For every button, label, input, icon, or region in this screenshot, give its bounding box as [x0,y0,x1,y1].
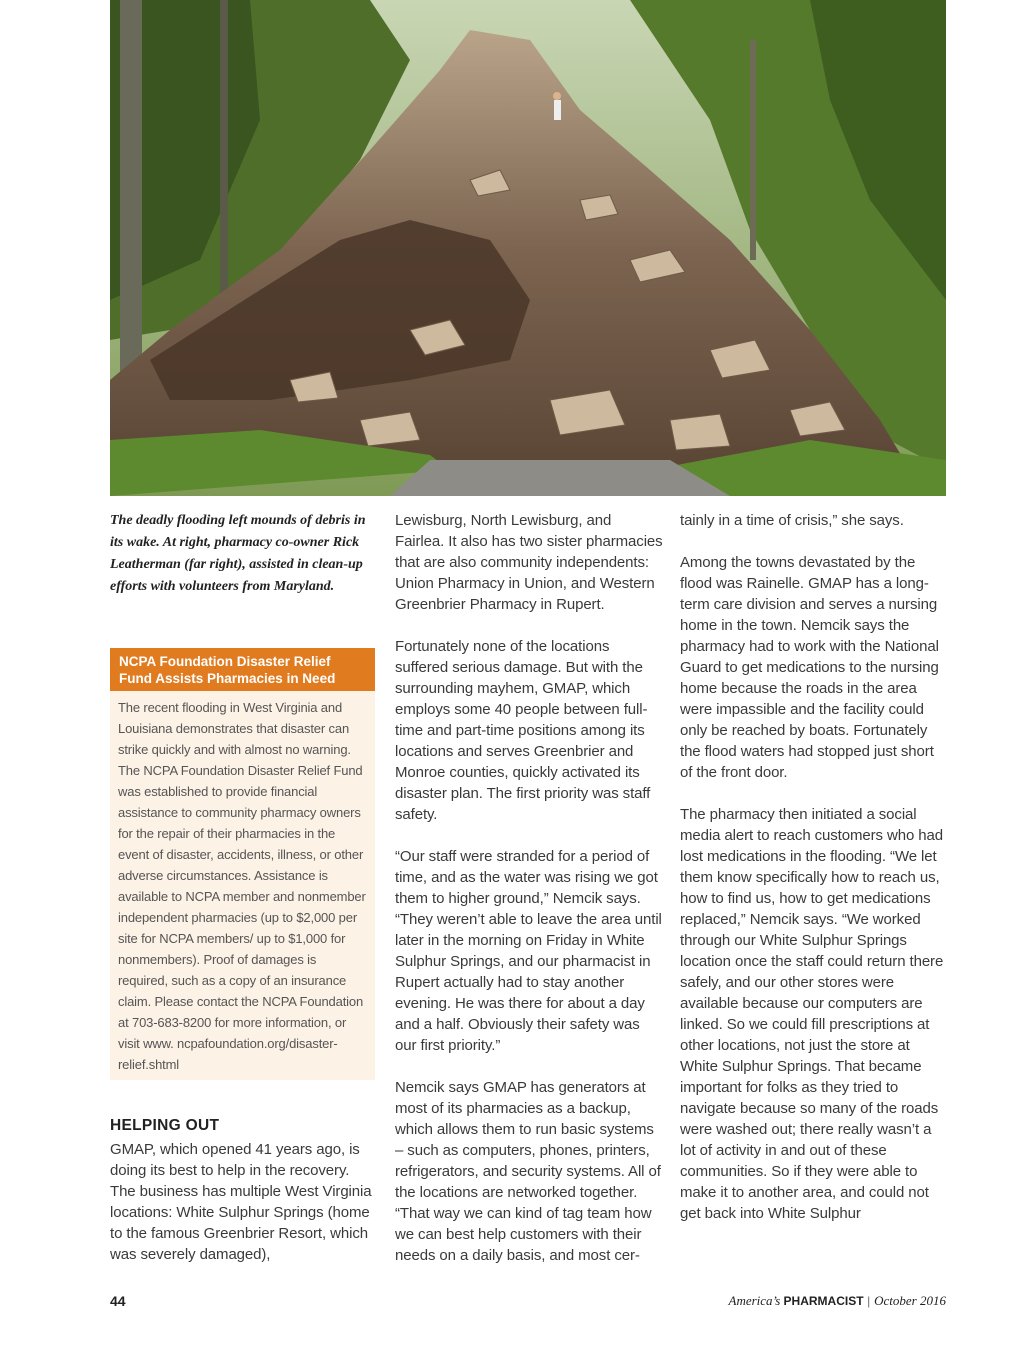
footer-separator: | [867,1293,871,1308]
magazine-name-a: America’s [728,1293,781,1308]
column-1 [110,1139,376,1265]
column-2-paragraph-3: “Our staff were stranded for a period of time, and as the water was rising we got them to higher ground,” Nemcik says. “They weren’t able to leave the area until later in the morning on Friday in White Sulphur Springs, and our pharmacist in Rupert actually had to stay another evening. He was there for about a day and a half. Obviously their safety was our first priority.” [395,848,662,1054]
section-heading: HELPING OUT [110,1117,220,1134]
magazine-name-b: PHARMACIST [783,1294,864,1308]
page-number: 44 [110,1293,126,1309]
photo-caption: The deadly flooding left mounds of debris in its wake. At right, pharmacy co-owner Rick Leatherman (far right), assisted in clean-up efforts with volunteers from Maryland. [110,513,366,594]
column-2-paragraph-1: Lewisburg, North Lewisburg, and Fairlea. It also has two sister pharmacies that are also community independents: Union Pharmacy in Union, and Western Greenbrier Pharmacy in Rupert. [395,512,663,613]
column-2-paragraph-4: Nemcik says GMAP has generators at most of its pharmacies as a backup, which allows them to run basic systems – such as computers, phones, printers, refrigerators, and security systems. All of the locations are networked together. “That way we can kind of tag team how we can best help customers with their needs on a daily basis, and most cer- [395,1079,661,1264]
column-3 [680,510,948,1224]
sidebar-title: NCPA Foundation Disaster Relief Fund Assists Pharmacies in Need [110,648,375,691]
running-footer [729,1293,946,1309]
column-3-paragraph-3: The pharmacy then initiated a social media alert to reach customers who had lost medications in the flooding. “We let them know specifically how to reach us, how to find us, how to get medications replaced,” Nemcik says. “We worked through our White Sulphur Springs location once the staff could return there safely, and our other stores were available because our computers are linked. So we could fill prescriptions at other locations, not just the store at White Sulphur Springs. That became important for folks as they tried to navigate because so many of the roads were washed out; there really wasn’t a lot of activity in and out of these communities. So if they were able to make it to another area, and could not get back into White Sulphur [680,806,944,1222]
column-3-paragraph-1: tainly in a time of crisis,” she says. [680,512,904,529]
sidebar-body: The recent flooding in West Virginia and Louisiana demonstrates that disaster can strike quickly and with almost no warning. The NCPA Foundation Disaster Relief Fund was established to provide financial assistance to community pharmacy owners for the repair of their pharmacies in the event of disaster, accidents, illness, or other adverse circumstances. Assistance is available to NCPA member and nonmember independent pharmacies (up to $2,000 per site for NCPA members/ up to $1,000 for nonmembers). Proof of damages is required, such as a copy of an insurance claim. Please contact the NCPA Foundation at 703-683-8200 for more information, or visit www. ncpafoundation.org/disaster-relief.shtml [118,700,366,1072]
column-1-paragraph: GMAP, which opened 41 years ago, is doing its best to help in the recovery. The business has multiple West Virginia locations: White Sulphur Springs (home to the famous Greenbrier Resort, which was severely damaged), [110,1141,372,1263]
column-3-paragraph-2: Among the towns devastated by the flood was Rainelle. GMAP has a long-term care division and serves a nursing home in the town. Nemcik says the pharmacy had to work with the National Guard to get medications to the nursing home because the roads in the area were impassible and the facility could only be reached by boats. Fortunately the flood waters had stopped just short of the front door. [680,554,939,781]
column-2-paragraph-2: Fortunately none of the locations suffered serious damage. But with the surrounding mayhem, GMAP, which employs some 40 people between full-time and part-time positions among its locations and serves Greenbrier and Monroe counties, quickly activated its disaster plan. The first priority was staff safety. [395,638,651,823]
issue-date: October 2016 [874,1293,946,1308]
landslide-photo [110,0,946,496]
relief-fund-sidebar [110,648,375,1080]
column-2 [395,510,663,1266]
